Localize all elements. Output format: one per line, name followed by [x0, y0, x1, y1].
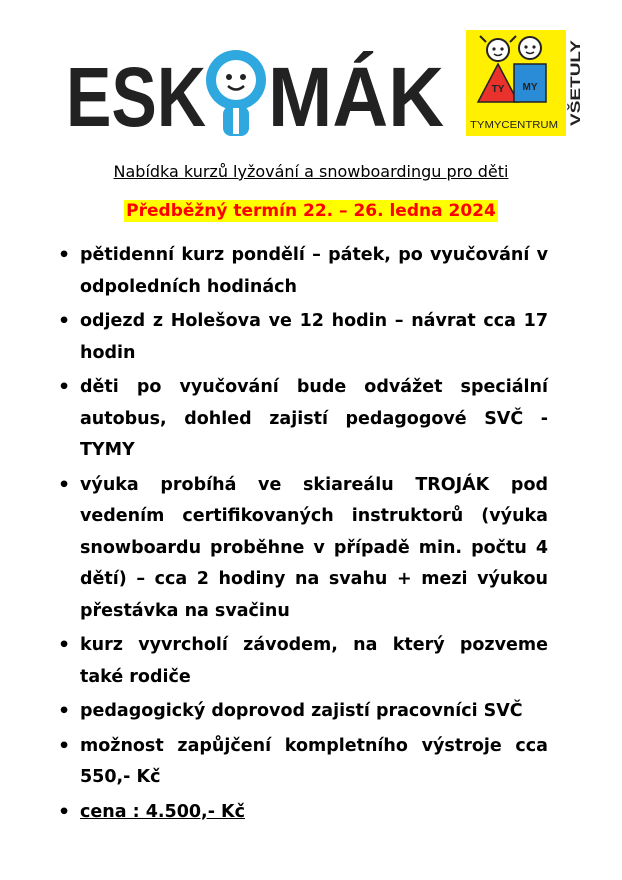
list-item: • kurz vyvrcholí závodem, na který pozveme také rodiče	[58, 630, 548, 693]
course-info-list	[58, 240, 548, 831]
offer-subtitle: Nabídka kurzů lyžování a snowboardingu pro děti	[113, 162, 509, 181]
logo-bottom-text: TYMYCENTRUM	[470, 120, 558, 131]
eskimo-mascot-icon	[206, 50, 266, 136]
eskimak-logo	[66, 46, 444, 142]
list-item: • pětidenní kurz pondělí – pátek, po vyučování v odpoledních hodinách	[58, 240, 548, 303]
list-item: • pedagogický doprovod zajistí pracovníci SVČ	[58, 696, 548, 728]
list-item: • výuka probíhá ve skiareálu TROJÁK pod vedením certifikovaných instruktorů (výuka snowboardu proběhne v případě min. počtu 4 dětí) – cca 2 hodiny na svahu + mezi výukou přestávka na svačinu	[58, 470, 548, 628]
logo-text-mak: MÁK	[268, 50, 444, 142]
logo-box-ty: TY	[491, 84, 505, 95]
logo-side-text: VŠETULY	[567, 62, 583, 126]
logo-text-esk: ESK	[66, 50, 206, 142]
list-item: • odjezd z Holešova ve 12 hodin – návrat cca 17 hodin	[58, 306, 548, 369]
tymycentrum-logo	[466, 30, 584, 136]
price-item: • cena : 4.500,- Kč	[58, 797, 548, 829]
preliminary-term	[0, 201, 622, 221]
term-highlight: Předběžný termín 22. – 26. ledna 2024	[126, 201, 496, 221]
list-item: • možnost zapůjčení kompletního výstroje cca 550,- Kč	[58, 731, 548, 794]
logo-box-my: MY	[522, 82, 538, 93]
list-item: • děti po vyučování bude odvážet speciální autobus, dohled zajistí pedagogové SVČ - TYMY	[58, 372, 548, 467]
